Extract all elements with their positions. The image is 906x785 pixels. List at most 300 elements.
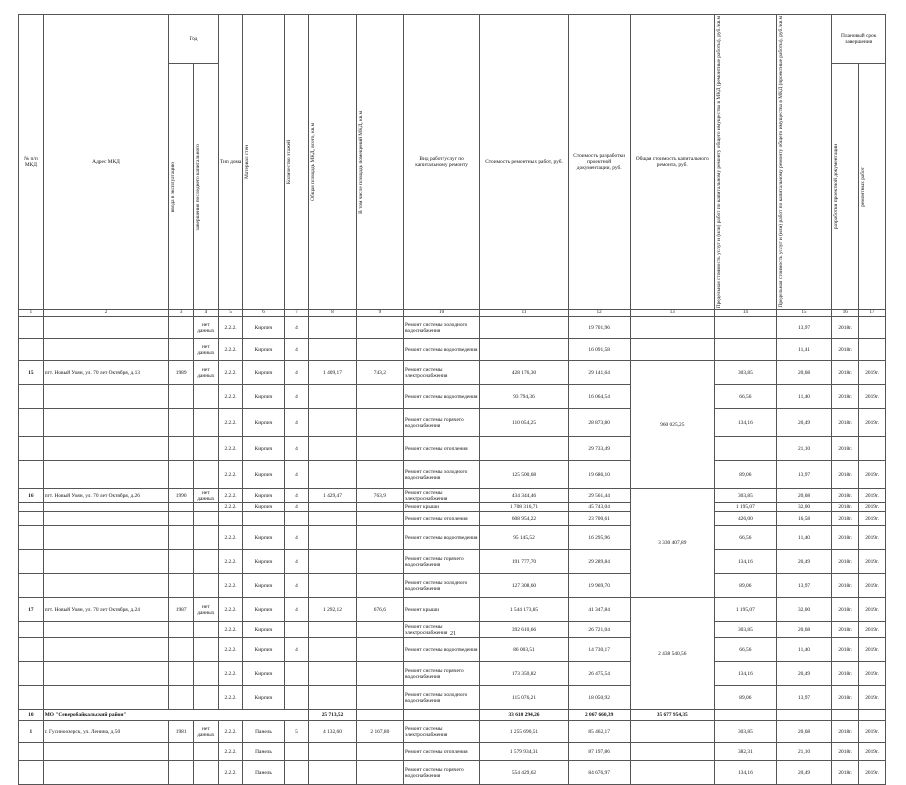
row-premises-area [356,662,403,686]
row-total-cost: 2 438 540,56 [630,598,714,710]
district-plan-repair [859,710,886,721]
row-house-type: 2.2.2. [218,461,243,489]
row-total-area [309,437,356,461]
row-plan-design: 2018г. [832,574,859,598]
row-work-type: Ремонт системы водоотведения [404,385,480,409]
row-total-area: 1 409,17 [309,361,356,385]
row-work-type: Ремонт системы водоотведения [404,526,480,550]
column-number: 4 [194,310,219,317]
row-plan-design: 2018г. [832,662,859,686]
column-number: 5 [218,310,243,317]
table-row [19,686,886,710]
table-row [19,761,886,785]
row-premises-area [356,743,403,761]
row-total-area [309,761,356,785]
row-design-cost: 85 462,17 [568,721,630,743]
row-number [19,339,44,361]
row-floors: 4 [284,503,309,512]
row-house-type: 2.2.2. [218,721,243,743]
row-year-built [169,638,194,662]
row-design-cost: 19 969,70 [568,574,630,598]
row-premises-area [356,526,403,550]
row-premises-area [356,512,403,526]
row-limit-design: 32,00 [776,503,832,512]
row-wall-material [243,512,284,526]
row-plan-design: 2018г. [832,437,859,461]
row-year-repaired: нет данных [194,339,219,361]
column-number: 13 [630,310,714,317]
row-year-built [169,512,194,526]
row-total-area [309,512,356,526]
header-no: № п/п МКД [19,15,44,310]
row-floors: 4 [284,638,309,662]
row-design-cost: 26 475,54 [568,662,630,686]
row-wall-material: Кирпич [243,361,284,385]
row-repair-cost: 115 076,21 [480,686,569,710]
column-number: 11 [480,310,569,317]
row-total-area [309,385,356,409]
header-limit-cost: Предельная стоимость услуг и (или) работ по капитальному ремонту общего имущества в МКД (ремонтные работы), руб./кв.м [715,16,722,309]
header-repair-cost: Стоимость ремонтных работ, руб. [480,15,569,310]
row-design-cost: 29 141,64 [568,361,630,385]
header-design-cost: Стоимость разработки проектной документации, руб. [568,15,630,310]
row-floors: 4 [284,461,309,489]
row-total-area: 4 132,60 [309,721,356,743]
row-work-type: Ремонт системы электроснабжения [404,361,480,385]
row-year-repaired [194,686,219,710]
row-premises-area [356,385,403,409]
row-address [43,317,169,339]
row-house-type: 2.2.2. [218,385,243,409]
row-total-area [309,743,356,761]
row-address: пгт. Новый Уоян, ул. 70 лет Октября, д.24 [43,598,169,622]
row-premises-area [356,686,403,710]
row-year-built [169,317,194,339]
row-plan-design: 2018г. [832,761,859,785]
row-repair-cost: 554 429,62 [480,761,569,785]
row-year-repaired: нет данных [194,721,219,743]
row-house-type: 2.2.2. [218,489,243,503]
column-number: 14 [714,310,776,317]
row-limit-cost: 66,56 [714,526,776,550]
row-house-type: 2.2.2. [218,743,243,761]
row-repair-cost: 608 954,22 [480,512,569,526]
row-year-repaired [194,574,219,598]
row-repair-cost: 428 176,30 [480,361,569,385]
row-address: пгт. Новый Уоян, ул. 70 лет Октября, д.26 [43,489,169,503]
row-plan-design: 2018г. [832,503,859,512]
column-number: 16 [832,310,859,317]
row-floors [284,743,309,761]
row-design-cost: 16 064,54 [568,385,630,409]
row-plan-repair: 2019г. [859,361,886,385]
row-plan-repair: 2019г. [859,721,886,743]
row-repair-cost: 125 500,68 [480,461,569,489]
row-year-repaired: нет данных [194,598,219,622]
row-wall-material: Панель [243,761,284,785]
row-premises-area [356,574,403,598]
table-row [19,512,886,526]
row-limit-design: 20,49 [776,409,832,437]
row-wall-material: Кирпич [243,622,284,638]
district-work-type [404,710,480,721]
header-total-cost: Общая стоимость капитального ремонта, руб. [630,15,714,310]
row-floors [284,686,309,710]
row-design-cost: 26 721,04 [568,622,630,638]
row-year-built [169,686,194,710]
row-year-repaired [194,409,219,437]
row-address [43,526,169,550]
row-repair-cost: 191 777,70 [480,550,569,574]
row-address [43,503,169,512]
row-limit-design: 11,41 [776,339,832,361]
row-year-built [169,550,194,574]
row-total-cost [630,721,714,743]
row-house-type: 2.2.2. [218,526,243,550]
column-number: 9 [356,310,403,317]
row-work-type: Ремонт системы горячего водоснабжения [404,662,480,686]
row-floors: 4 [284,574,309,598]
row-premises-area [356,503,403,512]
row-total-cost [630,743,714,761]
row-year-built [169,662,194,686]
row-house-type: 2.2.2. [218,550,243,574]
row-house-type [218,512,243,526]
row-house-type: 2.2.2. [218,437,243,461]
row-number [19,743,44,761]
district-total-area: 25 713,52 [309,710,356,721]
row-plan-repair: 2019г. [859,598,886,622]
row-wall-material: Панель [243,743,284,761]
row-repair-cost: 1 544 173,85 [480,598,569,622]
row-year-repaired: нет данных [194,361,219,385]
row-total-area [309,409,356,437]
row-plan-design: 2018г. [832,489,859,503]
row-premises-area [356,339,403,361]
row-number [19,512,44,526]
row-plan-repair: 2019г. [859,385,886,409]
row-plan-design: 2018г. [832,512,859,526]
row-premises-area [356,437,403,461]
table-row [19,437,886,461]
row-plan-repair: 2019г. [859,526,886,550]
table-row [19,361,886,385]
column-number: 15 [776,310,832,317]
row-house-type: 2.2.2. [218,686,243,710]
row-work-type: Ремонт системы холодного водоснабжения [404,686,480,710]
row-limit-cost: 1 195,07 [714,503,776,512]
row-address [43,638,169,662]
table-row [19,743,886,761]
row-work-type: Ремонт системы горячего водоснабжения [404,550,480,574]
column-number: 10 [404,310,480,317]
table-row [19,317,886,339]
row-plan-design: 2018г. [832,550,859,574]
row-house-type: 2.2.2. [218,598,243,622]
row-design-cost: 84 676,97 [568,761,630,785]
row-wall-material: Кирпич [243,385,284,409]
row-limit-cost: 382,31 [714,743,776,761]
row-year-repaired [194,526,219,550]
row-repair-cost: 86 003,51 [480,638,569,662]
row-address [43,437,169,461]
capital-repair-table [18,14,886,785]
row-address: г. Гусиноозерск, ул. Ленина, д.50 [43,721,169,743]
row-year-built [169,503,194,512]
column-number: 2 [43,310,169,317]
table-row [19,721,886,743]
row-year-repaired: нет данных [194,489,219,503]
row-wall-material: Кирпич [243,550,284,574]
row-total-area [309,526,356,550]
table-row [19,598,886,622]
district-plan-design [832,710,859,721]
row-total-area [309,574,356,598]
row-limit-cost: 303,85 [714,622,776,638]
row-address [43,662,169,686]
row-limit-design: 11,40 [776,526,832,550]
row-limit-cost: 303,85 [714,721,776,743]
row-plan-design: 2018г. [832,743,859,761]
row-plan-repair [859,317,886,339]
row-work-type: Ремонт системы горячего водоснабжения [404,409,480,437]
row-wall-material: Кирпич [243,409,284,437]
row-limit-design: 13,97 [776,461,832,489]
table-row [19,489,886,503]
row-house-type: 2.2.2. [218,503,243,512]
row-year-built [169,437,194,461]
row-repair-cost: 127 308,60 [480,574,569,598]
row-plan-design: 2018г. [832,622,859,638]
row-floors: 4 [284,317,309,339]
row-number [19,437,44,461]
table-row [19,550,886,574]
row-limit-design: 20,49 [776,550,832,574]
row-work-type: Ремонт системы холодного водоснабжения [404,574,480,598]
row-total-area [309,550,356,574]
column-number: 12 [568,310,630,317]
row-design-cost: 45 743,04 [568,503,630,512]
row-year-built [169,743,194,761]
row-design-cost: 14 730,17 [568,638,630,662]
district-summary-row [19,710,886,721]
row-house-type: 2.2.2. [218,574,243,598]
row-number [19,638,44,662]
row-year-built: 1989 [169,361,194,385]
row-plan-repair: 2019г. [859,686,886,710]
row-year-built [169,761,194,785]
row-year-built: 1990 [169,489,194,503]
row-number: 17 [19,598,44,622]
row-premises-area: 763,9 [356,489,403,503]
header-year-repair: завершения последнего капитального [195,143,202,231]
row-year-repaired [194,743,219,761]
row-limit-cost: 89,06 [714,686,776,710]
row-plan-repair: 2019г. [859,550,886,574]
table-row [19,574,886,598]
row-year-repaired [194,550,219,574]
row-wall-material: Кирпич [243,317,284,339]
district-number: 10 [19,710,44,721]
row-limit-design: 20,68 [776,489,832,503]
row-limit-design: 16,58 [776,512,832,526]
row-total-area [309,339,356,361]
row-premises-area: 743,2 [356,361,403,385]
row-plan-design: 2018г. [832,461,859,489]
row-year-repaired [194,503,219,512]
row-design-cost: 28 873,80 [568,409,630,437]
row-limit-cost [714,437,776,461]
row-work-type: Ремонт системы отопления [404,437,480,461]
row-premises-area [356,550,403,574]
row-wall-material: Кирпич [243,489,284,503]
table-row [19,526,886,550]
column-number: 7 [284,310,309,317]
row-wall-material: Кирпич [243,461,284,489]
row-number [19,526,44,550]
row-wall-material: Кирпич [243,339,284,361]
row-floors: 4 [284,437,309,461]
row-address [43,761,169,785]
table-row [19,409,886,437]
row-total-area [309,461,356,489]
row-address [43,574,169,598]
row-total-cost [630,761,714,785]
row-number [19,409,44,437]
row-address: пгт. Новый Уоян, ул. 70 лет Октября, д.13 [43,361,169,385]
row-number [19,550,44,574]
row-number [19,317,44,339]
row-plan-repair: 2019г. [859,461,886,489]
district-repair-cost: 33 610 294,26 [480,710,569,721]
row-house-type: 2.2.2. [218,339,243,361]
row-year-built [169,339,194,361]
row-plan-repair: 2019г. [859,409,886,437]
header-plan-repair: ремонтных работ [860,166,867,207]
row-number [19,686,44,710]
row-floors: 4 [284,598,309,622]
row-premises-area: 2 167,80 [356,721,403,743]
row-limit-design: 20,68 [776,361,832,385]
row-work-type: Ремонт крыши [404,598,480,622]
row-total-cost: 3 330 407,89 [630,489,714,598]
header-plan-design: разработки проектной документации [833,144,840,230]
row-house-type: 2.2.2. [218,638,243,662]
row-wall-material: Кирпич [243,526,284,550]
row-repair-cost: 1 579 934,31 [480,743,569,761]
row-limit-design: 20,68 [776,622,832,638]
row-plan-design: 2018г. [832,721,859,743]
row-wall-material: Кирпич [243,574,284,598]
row-premises-area [356,461,403,489]
table-row [19,385,886,409]
row-repair-cost: 434 344,46 [480,489,569,503]
row-repair-cost: 173 350,82 [480,662,569,686]
row-total-area [309,503,356,512]
row-year-built [169,409,194,437]
row-limit-cost: 134,16 [714,662,776,686]
row-work-type: Ремонт системы водоотведения [404,638,480,662]
row-work-type: Ремонт системы холодного водоснабжения [404,461,480,489]
row-repair-cost: 110 054,25 [480,409,569,437]
table-row [19,503,886,512]
row-number [19,761,44,785]
row-plan-design: 2018г. [832,686,859,710]
row-repair-cost: 1 708 316,71 [480,503,569,512]
row-number [19,503,44,512]
row-design-cost: 16 091,58 [568,339,630,361]
row-plan-repair [859,437,886,461]
row-limit-cost [714,317,776,339]
row-repair-cost [480,339,569,361]
table-row [19,461,886,489]
header-limit-design: Предельная стоимость услуг и (или) работ по капитальному ремонту общего имущества в МКД (проектные работы), руб./кв.м [777,16,784,308]
row-plan-repair: 2019г. [859,638,886,662]
district-premises-area [356,710,403,721]
row-limit-cost: 134,16 [714,550,776,574]
row-plan-repair: 2019г. [859,761,886,785]
row-design-cost: 16 295,96 [568,526,630,550]
row-limit-cost: 89,06 [714,574,776,598]
table-row [19,638,886,662]
row-limit-cost: 1 195,07 [714,598,776,622]
row-house-type: 2.2.2. [218,622,243,638]
row-total-area [309,662,356,686]
row-year-built [169,574,194,598]
header-year-built: ввода в эксплуатацию [170,161,177,212]
row-limit-design: 20,49 [776,662,832,686]
row-repair-cost [480,437,569,461]
row-plan-design: 2018г. [832,598,859,622]
row-wall-material: Кирпич [243,686,284,710]
row-premises-area: 676,6 [356,598,403,622]
page-number: 21 [450,631,456,637]
row-wall-material: Кирпич [243,503,284,512]
row-limit-cost: 134,16 [714,761,776,785]
row-floors: 4 [284,550,309,574]
row-plan-design: 2018г. [832,317,859,339]
row-wall-material: Кирпич [243,598,284,622]
row-total-area [309,317,356,339]
row-limit-cost: 89,06 [714,461,776,489]
row-house-type: 2.2.2. [218,662,243,686]
row-floors: 4 [284,385,309,409]
row-number [19,385,44,409]
row-plan-repair: 2019г. [859,574,886,598]
row-plan-repair: 2019г. [859,622,886,638]
row-year-repaired [194,662,219,686]
row-number [19,574,44,598]
row-floors [284,662,309,686]
row-address [43,339,169,361]
header-work-type: Вид работ/услуг по капитальному ремонту [404,15,480,310]
row-total-area: 1 429,47 [309,489,356,503]
row-floors: 5 [284,721,309,743]
header-floors: Количество этажей [285,140,292,185]
column-number: 17 [859,310,886,317]
header-house-type: Тип дома [218,15,243,310]
row-year-repaired [194,437,219,461]
row-year-repaired [194,761,219,785]
row-design-cost: 29 561,44 [568,489,630,503]
row-floors: 4 [284,489,309,503]
row-limit-design: 11,40 [776,385,832,409]
row-design-cost: 18 050,92 [568,686,630,710]
district-design-cost: 2 067 660,39 [568,710,630,721]
row-year-built [169,385,194,409]
row-limit-cost: 66,56 [714,638,776,662]
row-plan-design: 2018г. [832,361,859,385]
